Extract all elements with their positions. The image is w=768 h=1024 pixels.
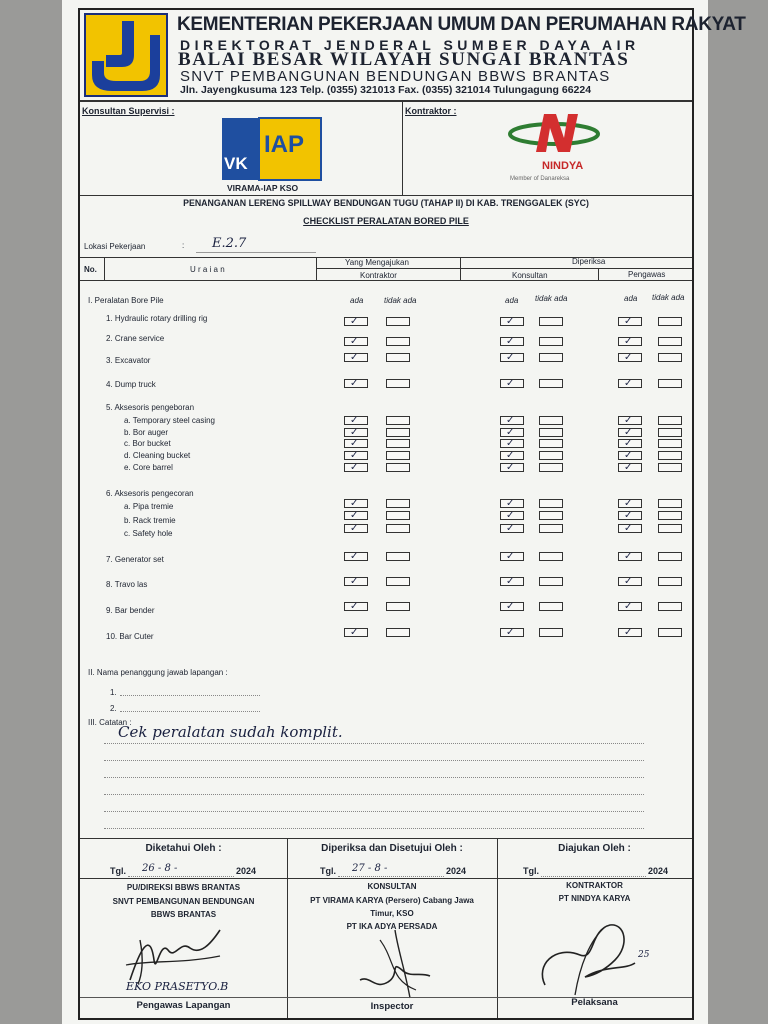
check-mark-icon: ✓	[350, 352, 359, 363]
tidak-ada-checkbox-pengawas[interactable]	[658, 463, 682, 472]
item-label: 7. Generator set	[106, 555, 164, 564]
check-mark-icon: ✓	[506, 627, 515, 638]
note-line	[104, 743, 644, 744]
tgl2-value: 27 - 8 -	[352, 863, 388, 874]
sign-head-diketahui: Diketahui Oleh :	[145, 843, 222, 854]
document-title: CHECKLIST PERALATAN BORED PILE	[303, 216, 469, 226]
signature-pelaksana	[535, 915, 645, 1000]
org3-line2: PT NINDYA KARYA	[558, 894, 631, 903]
head-no: No.	[84, 265, 97, 274]
tidak-ada-checkbox-kontraktor[interactable]	[386, 439, 410, 448]
item-label: a. Pipa tremie	[124, 502, 174, 511]
section2-n2: 2.	[110, 704, 117, 713]
item-label: 4. Dump truck	[106, 380, 156, 389]
item-label: 10. Bar Cuter	[106, 632, 154, 641]
kontraktor-label: Kontraktor :	[405, 106, 457, 116]
tidak-ada-checkbox-konsultan[interactable]	[539, 428, 563, 437]
project-title: PENANGANAN LERENG SPILLWAY BENDUNGAN TUGU (TAHAP II) DI KAB. TRENGGALEK (SYC)	[183, 198, 589, 208]
check-mark-icon: ✓	[624, 523, 633, 534]
sign-head-diajukan: Diajukan Oleh :	[558, 843, 631, 854]
ada-checkbox-kontraktor[interactable]	[344, 317, 368, 326]
org2-line1: KONSULTAN	[367, 882, 417, 891]
ada-checkbox-pengawas[interactable]	[618, 463, 642, 472]
ada-checkbox-konsultan[interactable]	[500, 428, 524, 437]
tidak-ada-checkbox-kontraktor[interactable]	[386, 552, 410, 561]
header-directorate: DIREKTORAT JENDERAL SUMBER DAYA AIR	[180, 37, 640, 53]
item-label: b. Bor auger	[124, 428, 169, 437]
tidak-ada-checkbox-pengawas[interactable]	[658, 451, 682, 460]
nindya-logo: NINDYA Member of Danareksa	[508, 108, 600, 188]
tidak-ada-checkbox-kontraktor[interactable]	[386, 451, 410, 460]
head-diperiksa: Diperiksa	[572, 257, 606, 266]
item-label: a. Temporary steel casing	[124, 416, 216, 425]
check-mark-icon: ✓	[624, 415, 633, 426]
section3-label: III. Catatan :	[88, 718, 132, 727]
head-uraian: U r a i a n	[190, 265, 225, 274]
lokasi-sep: :	[182, 241, 185, 250]
check-mark-icon: ✓	[506, 427, 515, 438]
check-mark-icon: ✓	[624, 352, 633, 363]
header-ministry: KEMENTERIAN PEKERJAAN UMUM DAN PERUMAHAN RAKYAT	[177, 14, 746, 35]
item-label: d. Cleaning bucket	[124, 451, 191, 460]
org1-line2: SNVT PEMBANGUNAN BENDUNGAN	[112, 897, 255, 906]
tidak-ada-checkbox-kontraktor[interactable]	[386, 463, 410, 472]
item-label: 1. Hydraulic rotary drilling rig	[106, 314, 208, 323]
head-konsultan: Konsultan	[512, 271, 548, 280]
head-kontraktor: Kontraktor	[360, 271, 397, 280]
ada-checkbox-kontraktor[interactable]	[344, 353, 368, 362]
check-mark-icon: ✓	[350, 378, 359, 389]
check-mark-icon: ✓	[624, 510, 633, 521]
ada-checkbox-konsultan[interactable]	[500, 602, 524, 611]
tgl3-prefix: Tgl.	[523, 866, 539, 876]
item-label: 9. Bar bender	[106, 606, 155, 615]
ada-checkbox-konsultan[interactable]	[500, 317, 524, 326]
tidak-ada-checkbox-konsultan[interactable]	[539, 353, 563, 362]
tidak-ada-checkbox-konsultan[interactable]	[539, 379, 563, 388]
ada-checkbox-konsultan[interactable]	[500, 577, 524, 586]
check-mark-icon: ✓	[506, 438, 515, 449]
section2-line2	[120, 711, 260, 712]
head-ada-pengawas: ada	[624, 294, 638, 303]
item-label: b. Rack tremie	[124, 516, 176, 525]
check-mark-icon: ✓	[506, 415, 515, 426]
head-yang-mengajukan: Yang Mengajukan	[345, 258, 409, 267]
pupr-logo	[84, 13, 168, 97]
check-mark-icon: ✓	[506, 462, 515, 473]
tidak-ada-checkbox-konsultan[interactable]	[539, 628, 563, 637]
check-mark-icon: ✓	[624, 576, 633, 587]
ada-checkbox-konsultan[interactable]	[500, 552, 524, 561]
check-mark-icon: ✓	[350, 450, 359, 461]
head-ada-kontraktor: ada	[350, 296, 364, 305]
tgl1-prefix: Tgl.	[110, 866, 126, 876]
ada-checkbox-pengawas[interactable]	[618, 524, 642, 533]
check-mark-icon: ✓	[624, 601, 633, 612]
header-divider	[80, 100, 692, 102]
tidak-ada-checkbox-kontraktor[interactable]	[386, 379, 410, 388]
tidak-ada-checkbox-pengawas[interactable]	[658, 524, 682, 533]
tidak-ada-checkbox-pengawas[interactable]	[658, 602, 682, 611]
ada-checkbox-konsultan[interactable]	[500, 499, 524, 508]
item-label: c. Safety hole	[124, 529, 173, 538]
section2-line1	[120, 695, 260, 696]
ada-checkbox-konsultan[interactable]	[500, 511, 524, 520]
check-mark-icon: ✓	[624, 427, 633, 438]
check-mark-icon: ✓	[350, 316, 359, 327]
ada-checkbox-pengawas[interactable]	[618, 353, 642, 362]
note-line	[104, 794, 644, 795]
tidak-ada-checkbox-pengawas[interactable]	[658, 416, 682, 425]
org1-line3: BBWS BRANTAS	[150, 910, 217, 919]
tidak-ada-checkbox-kontraktor[interactable]	[386, 428, 410, 437]
tidak-ada-checkbox-konsultan[interactable]	[539, 577, 563, 586]
ada-checkbox-pengawas[interactable]	[618, 499, 642, 508]
check-mark-icon: ✓	[350, 510, 359, 521]
check-mark-icon: ✓	[624, 498, 633, 509]
check-mark-icon: ✓	[506, 352, 515, 363]
note-line	[104, 811, 644, 812]
signer1-name: EKO PRASETYO.B	[126, 980, 229, 993]
tidak-ada-checkbox-kontraktor[interactable]	[386, 524, 410, 533]
ada-checkbox-kontraktor[interactable]	[344, 451, 368, 460]
ada-checkbox-kontraktor[interactable]	[344, 337, 368, 346]
check-mark-icon: ✓	[506, 336, 515, 347]
ada-checkbox-konsultan[interactable]	[500, 416, 524, 425]
ada-checkbox-pengawas[interactable]	[618, 577, 642, 586]
check-mark-icon: ✓	[506, 510, 515, 521]
ada-checkbox-konsultan[interactable]	[500, 628, 524, 637]
ada-checkbox-kontraktor[interactable]	[344, 463, 368, 472]
tidak-ada-checkbox-konsultan[interactable]	[539, 463, 563, 472]
section1-label: I. Peralatan Bore Pile	[88, 296, 164, 305]
ada-checkbox-pengawas[interactable]	[618, 428, 642, 437]
parties-divider	[402, 101, 403, 195]
check-mark-icon: ✓	[624, 438, 633, 449]
tidak-ada-checkbox-kontraktor[interactable]	[386, 337, 410, 346]
ada-checkbox-kontraktor[interactable]	[344, 602, 368, 611]
tgl1-year: 2024	[236, 866, 257, 876]
org2-line2: PT VIRAMA KARYA (Persero) Cabang Jawa	[310, 896, 474, 905]
check-mark-icon: ✓	[350, 551, 359, 562]
konsultan-name: VIRAMA-IAP KSO	[227, 183, 299, 193]
check-mark-icon: ✓	[350, 601, 359, 612]
check-mark-icon: ✓	[624, 627, 633, 638]
check-mark-icon: ✓	[506, 601, 515, 612]
item-label: 8. Travo las	[106, 580, 148, 589]
ada-checkbox-pengawas[interactable]	[618, 451, 642, 460]
ada-checkbox-pengawas[interactable]	[618, 317, 642, 326]
tidak-ada-checkbox-konsultan[interactable]	[539, 524, 563, 533]
parties-bottom-line	[80, 195, 692, 196]
tidak-ada-checkbox-konsultan[interactable]	[539, 439, 563, 448]
check-mark-icon: ✓	[624, 336, 633, 347]
ada-checkbox-pengawas[interactable]	[618, 439, 642, 448]
lokasi-value: E.2.7	[212, 236, 247, 251]
check-mark-icon: ✓	[506, 551, 515, 562]
ada-checkbox-pengawas[interactable]	[618, 602, 642, 611]
tidak-ada-checkbox-pengawas[interactable]	[658, 379, 682, 388]
head-tidak-kontraktor: tidak ada	[384, 296, 417, 305]
ada-checkbox-kontraktor[interactable]	[344, 439, 368, 448]
ada-checkbox-kontraktor[interactable]	[344, 524, 368, 533]
header-address: Jln. Jayengkusuma 123 Telp. (0355) 321013 Fax. (0355) 321014 Tulungagung 66224	[180, 84, 592, 96]
header-snvt: SNVT PEMBANGUNAN BENDUNGAN BBWS BRANTAS	[180, 68, 611, 85]
tgl1-value: 26 - 8 -	[142, 863, 178, 874]
ada-checkbox-kontraktor[interactable]	[344, 577, 368, 586]
head-ada-konsultan: ada	[505, 296, 519, 305]
role-pelaksana: Pelaksana	[571, 997, 618, 1008]
header-balai: BALAI BESAR WILAYAH SUNGAI BRANTAS	[178, 49, 630, 70]
ada-checkbox-konsultan[interactable]	[500, 463, 524, 472]
tidak-ada-checkbox-pengawas[interactable]	[658, 499, 682, 508]
check-mark-icon: ✓	[624, 450, 633, 461]
check-mark-icon: ✓	[350, 336, 359, 347]
check-mark-icon: ✓	[506, 316, 515, 327]
tidak-ada-checkbox-kontraktor[interactable]	[386, 416, 410, 425]
check-mark-icon: ✓	[506, 378, 515, 389]
signature-side-note: 25	[638, 950, 650, 960]
item-label: 5. Aksesoris pengeboran	[106, 403, 195, 412]
section2-label: II. Nama penanggung jawab lapangan :	[88, 668, 228, 677]
check-mark-icon: ✓	[350, 462, 359, 473]
check-mark-icon: ✓	[506, 450, 515, 461]
check-mark-icon: ✓	[350, 498, 359, 509]
tidak-ada-checkbox-konsultan[interactable]	[539, 511, 563, 520]
sign-head-diperiksa: Diperiksa dan Disetujui Oleh :	[321, 843, 463, 854]
tgl2-year: 2024	[446, 866, 467, 876]
org1-line1: PU/DIREKSI BBWS BRANTAS	[126, 883, 241, 892]
check-mark-icon: ✓	[624, 462, 633, 473]
tidak-ada-checkbox-pengawas[interactable]	[658, 337, 682, 346]
tidak-ada-checkbox-konsultan[interactable]	[539, 499, 563, 508]
tidak-ada-checkbox-pengawas[interactable]	[658, 511, 682, 520]
ada-checkbox-pengawas[interactable]	[618, 379, 642, 388]
ada-checkbox-konsultan[interactable]	[500, 439, 524, 448]
item-label: 2. Crane service	[106, 334, 165, 343]
item-label: 6. Aksesoris pengecoran	[106, 489, 194, 498]
head-tidak-pengawas: tidak ada	[652, 293, 685, 302]
head-pengawas: Pengawas	[628, 270, 666, 279]
check-mark-icon: ✓	[350, 576, 359, 587]
check-mark-icon: ✓	[506, 523, 515, 534]
ada-checkbox-konsultan[interactable]	[500, 337, 524, 346]
check-mark-icon: ✓	[350, 415, 359, 426]
section2-n1: 1.	[110, 688, 117, 697]
tidak-ada-checkbox-konsultan[interactable]	[539, 552, 563, 561]
tidak-ada-checkbox-pengawas[interactable]	[658, 577, 682, 586]
ada-checkbox-kontraktor[interactable]	[344, 499, 368, 508]
tgl2-prefix: Tgl.	[320, 866, 336, 876]
ada-checkbox-kontraktor[interactable]	[344, 628, 368, 637]
check-mark-icon: ✓	[506, 576, 515, 587]
ada-checkbox-kontraktor[interactable]	[344, 511, 368, 520]
tidak-ada-checkbox-kontraktor[interactable]	[386, 602, 410, 611]
tidak-ada-checkbox-kontraktor[interactable]	[386, 499, 410, 508]
role-pengawas: Pengawas Lapangan	[136, 1000, 231, 1011]
item-label: e. Core barrel	[124, 463, 173, 472]
note-line	[104, 828, 644, 829]
tgl3-year: 2024	[648, 866, 669, 876]
check-mark-icon: ✓	[350, 627, 359, 638]
ada-checkbox-pengawas[interactable]	[618, 511, 642, 520]
lokasi-label: Lokasi Pekerjaan	[84, 242, 146, 251]
iap-logo: IAP	[258, 117, 322, 181]
note-line	[104, 777, 644, 778]
check-mark-icon: ✓	[350, 438, 359, 449]
role-inspector: Inspector	[370, 1001, 414, 1012]
item-label: 3. Excavator	[106, 356, 151, 365]
ada-checkbox-kontraktor[interactable]	[344, 552, 368, 561]
tidak-ada-checkbox-pengawas[interactable]	[658, 317, 682, 326]
ada-checkbox-pengawas[interactable]	[618, 628, 642, 637]
check-mark-icon: ✓	[624, 378, 633, 389]
tidak-ada-checkbox-pengawas[interactable]	[658, 439, 682, 448]
tidak-ada-checkbox-kontraktor[interactable]	[386, 317, 410, 326]
org2-line3: Timur, KSO	[370, 909, 414, 918]
tidak-ada-checkbox-konsultan[interactable]	[539, 602, 563, 611]
org2-line4: PT IKA ADYA PERSADA	[346, 922, 438, 931]
check-mark-icon: ✓	[624, 551, 633, 562]
tidak-ada-checkbox-konsultan[interactable]	[539, 317, 563, 326]
ada-checkbox-pengawas[interactable]	[618, 552, 642, 561]
ada-checkbox-kontraktor[interactable]	[344, 416, 368, 425]
tidak-ada-checkbox-kontraktor[interactable]	[386, 353, 410, 362]
tidak-ada-checkbox-pengawas[interactable]	[658, 428, 682, 437]
item-label: c. Bor bucket	[124, 439, 171, 448]
check-mark-icon: ✓	[506, 498, 515, 509]
ada-checkbox-konsultan[interactable]	[500, 353, 524, 362]
ada-checkbox-konsultan[interactable]	[500, 451, 524, 460]
ada-checkbox-konsultan[interactable]	[500, 379, 524, 388]
signature-inspector	[350, 920, 440, 1000]
lokasi-underline	[196, 252, 316, 253]
ada-checkbox-kontraktor[interactable]	[344, 379, 368, 388]
tidak-ada-checkbox-pengawas[interactable]	[658, 552, 682, 561]
tidak-ada-checkbox-pengawas[interactable]	[658, 353, 682, 362]
check-mark-icon: ✓	[350, 523, 359, 534]
vk-logo: VK	[222, 118, 258, 180]
tidak-ada-checkbox-konsultan[interactable]	[539, 451, 563, 460]
ada-checkbox-konsultan[interactable]	[500, 524, 524, 533]
head-tidak-konsultan: tidak ada	[535, 294, 568, 303]
ada-checkbox-kontraktor[interactable]	[344, 428, 368, 437]
sign-top-line	[80, 838, 692, 839]
note-line	[104, 760, 644, 761]
konsultan-label: Konsultan Supervisi :	[82, 106, 175, 116]
ada-checkbox-pengawas[interactable]	[618, 416, 642, 425]
org3-line1: KONTRAKTOR	[566, 881, 623, 890]
check-mark-icon: ✓	[624, 316, 633, 327]
tidak-ada-checkbox-konsultan[interactable]	[539, 416, 563, 425]
tidak-ada-checkbox-kontraktor[interactable]	[386, 511, 410, 520]
tidak-ada-checkbox-kontraktor[interactable]	[386, 628, 410, 637]
tidak-ada-checkbox-konsultan[interactable]	[539, 337, 563, 346]
tidak-ada-checkbox-pengawas[interactable]	[658, 628, 682, 637]
ada-checkbox-pengawas[interactable]	[618, 337, 642, 346]
tidak-ada-checkbox-kontraktor[interactable]	[386, 577, 410, 586]
catatan-note: Cek peralatan sudah komplit.	[118, 723, 343, 741]
check-mark-icon: ✓	[350, 427, 359, 438]
